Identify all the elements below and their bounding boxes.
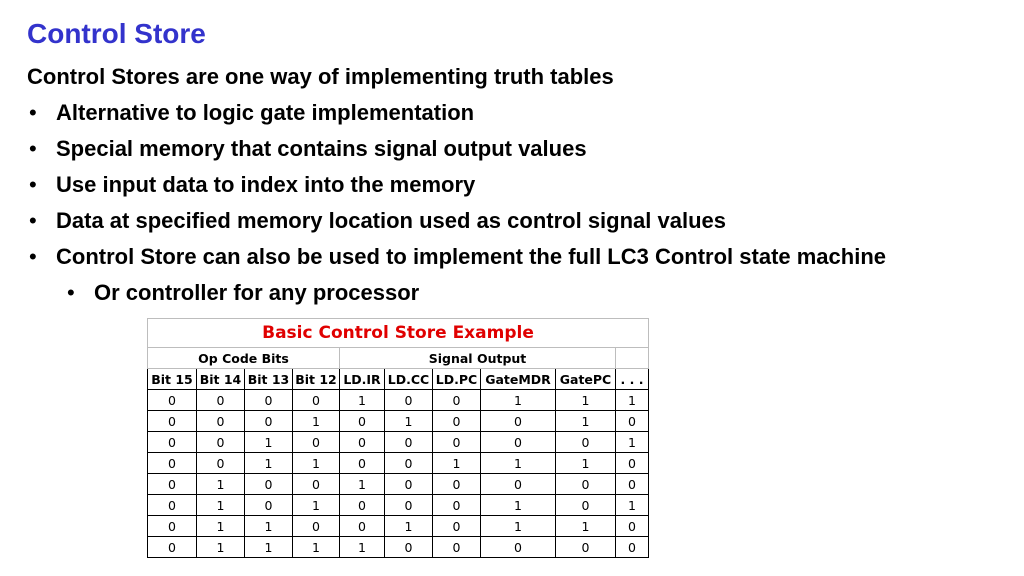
table-cell: 1 [616,495,649,516]
table-title-row [148,319,649,348]
table-cell: 0 [293,516,340,537]
table-cell: 1 [556,516,616,537]
table-cell: 0 [148,537,197,558]
bullet-text: Control Store can also be used to implement the full LC3 Control state machine [56,244,887,269]
table-cell: 1 [340,537,385,558]
table-cell: 0 [340,495,385,516]
table-row [148,516,649,537]
table-cell: 0 [481,474,556,495]
table-cell: 0 [481,537,556,558]
table-cell: 0 [293,432,340,453]
table-title: Basic Control Store Example [148,319,649,348]
bullet-text: Use input data to index into the memory [56,172,476,197]
table-cell: 1 [245,453,293,474]
intro-text: Control Stores are one way of implementing truth tables [27,64,614,89]
table-cell: 1 [481,453,556,474]
table-cell: 0 [245,390,293,411]
table-cell: 1 [197,495,245,516]
table-row [148,474,649,495]
table-cell: 0 [433,516,481,537]
table-cell: 0 [340,432,385,453]
table-cell: 0 [433,411,481,432]
table-cell: 0 [556,432,616,453]
slide-title: Control Store [27,18,206,49]
table-cell: 1 [481,390,556,411]
table-cell: 0 [245,495,293,516]
table-cell: 0 [481,432,556,453]
header-bit12: Bit 12 [293,369,340,390]
table-cell: 0 [148,474,197,495]
table-cell: 1 [340,474,385,495]
bullet-list [27,98,886,314]
table-cell: 1 [433,453,481,474]
table-cell: 0 [197,432,245,453]
bullet-text: Data at specified memory location used as control signal values [56,208,726,233]
table-cell: 0 [385,390,433,411]
table-cell: 0 [385,432,433,453]
table-cell: 0 [245,411,293,432]
group-op-code-bits: Op Code Bits [148,348,340,369]
table-cell: 0 [245,474,293,495]
header-gate-mdr: GateMDR [481,369,556,390]
bullet-glyph: • [29,172,37,197]
table-cell: 1 [385,516,433,537]
header-bit14: Bit 14 [197,369,245,390]
table-cell: 1 [556,390,616,411]
table-cell: 0 [148,411,197,432]
bullet-glyph: • [29,136,37,161]
bullet-glyph: • [29,100,37,125]
table-cell: 0 [148,432,197,453]
table-group-row [148,348,649,369]
table-cell: 0 [197,453,245,474]
table-cell: 0 [385,453,433,474]
header-bit13: Bit 13 [245,369,293,390]
table-cell: 0 [616,474,649,495]
sub-bullet-text: Or controller for any processor [94,280,420,305]
header-bit15: Bit 15 [148,369,197,390]
table-cell: 1 [197,516,245,537]
table-cell: 0 [197,411,245,432]
bullet-item [27,98,886,134]
table-cell: 0 [148,495,197,516]
bullet-glyph: • [29,208,37,233]
table-cell: 0 [340,516,385,537]
bullet-text: Special memory that contains signal output values [56,136,587,161]
table-cell: 1 [556,453,616,474]
table-row [148,537,649,558]
table-cell: 0 [556,537,616,558]
table-row [148,390,649,411]
table-body [148,390,649,558]
table-row [148,432,649,453]
table-cell: 0 [481,411,556,432]
table-cell: 1 [293,495,340,516]
bullet-text: Alternative to logic gate implementation [56,100,475,125]
table-cell: 0 [433,474,481,495]
header-ellipsis: . . . [616,369,649,390]
table-cell: 1 [340,390,385,411]
bullet-glyph: • [29,244,37,269]
table-cell: 1 [616,390,649,411]
table-cell: 0 [385,495,433,516]
table-cell: 0 [433,390,481,411]
table-cell: 1 [197,537,245,558]
sub-bullet-item [27,278,886,314]
table-cell: 0 [616,537,649,558]
header-ld-pc: LD.PC [433,369,481,390]
control-store-table [147,318,649,558]
table-cell: 0 [556,474,616,495]
table-cell: 0 [340,411,385,432]
table-cell: 0 [293,474,340,495]
table-cell: 0 [148,390,197,411]
table-header-row [148,369,649,390]
table-cell: 1 [293,411,340,432]
table-cell: 0 [340,453,385,474]
table-cell: 1 [245,537,293,558]
table-cell: 0 [433,495,481,516]
table-cell: 0 [385,474,433,495]
header-ld-cc: LD.CC [385,369,433,390]
group-signal-output: Signal Output [340,348,616,369]
table-cell: 0 [148,453,197,474]
table-cell: 1 [385,411,433,432]
table-cell: 0 [385,537,433,558]
table-cell: 1 [245,516,293,537]
table-cell: 1 [556,411,616,432]
bullet-item [27,206,886,242]
table-cell: 0 [433,537,481,558]
table-cell: 1 [481,495,556,516]
table-cell: 1 [293,453,340,474]
table-cell: 1 [481,516,556,537]
table-cell: 1 [197,474,245,495]
table-cell: 0 [293,390,340,411]
table-cell: 0 [616,453,649,474]
table-row [148,411,649,432]
header-gate-pc: GatePC [556,369,616,390]
table-cell: 0 [433,432,481,453]
table-cell: 0 [556,495,616,516]
table-cell: 0 [197,390,245,411]
bullet-item [27,170,886,206]
table-row [148,495,649,516]
table-cell: 1 [616,432,649,453]
group-empty-cell [616,348,649,369]
bullet-glyph: • [67,280,75,305]
table-cell: 1 [293,537,340,558]
bullet-item [27,134,886,170]
table-cell: 0 [616,411,649,432]
bullet-item [27,242,886,278]
header-ld-ir: LD.IR [340,369,385,390]
table-cell: 0 [616,516,649,537]
table-cell: 0 [148,516,197,537]
table-row [148,453,649,474]
table-cell: 1 [245,432,293,453]
